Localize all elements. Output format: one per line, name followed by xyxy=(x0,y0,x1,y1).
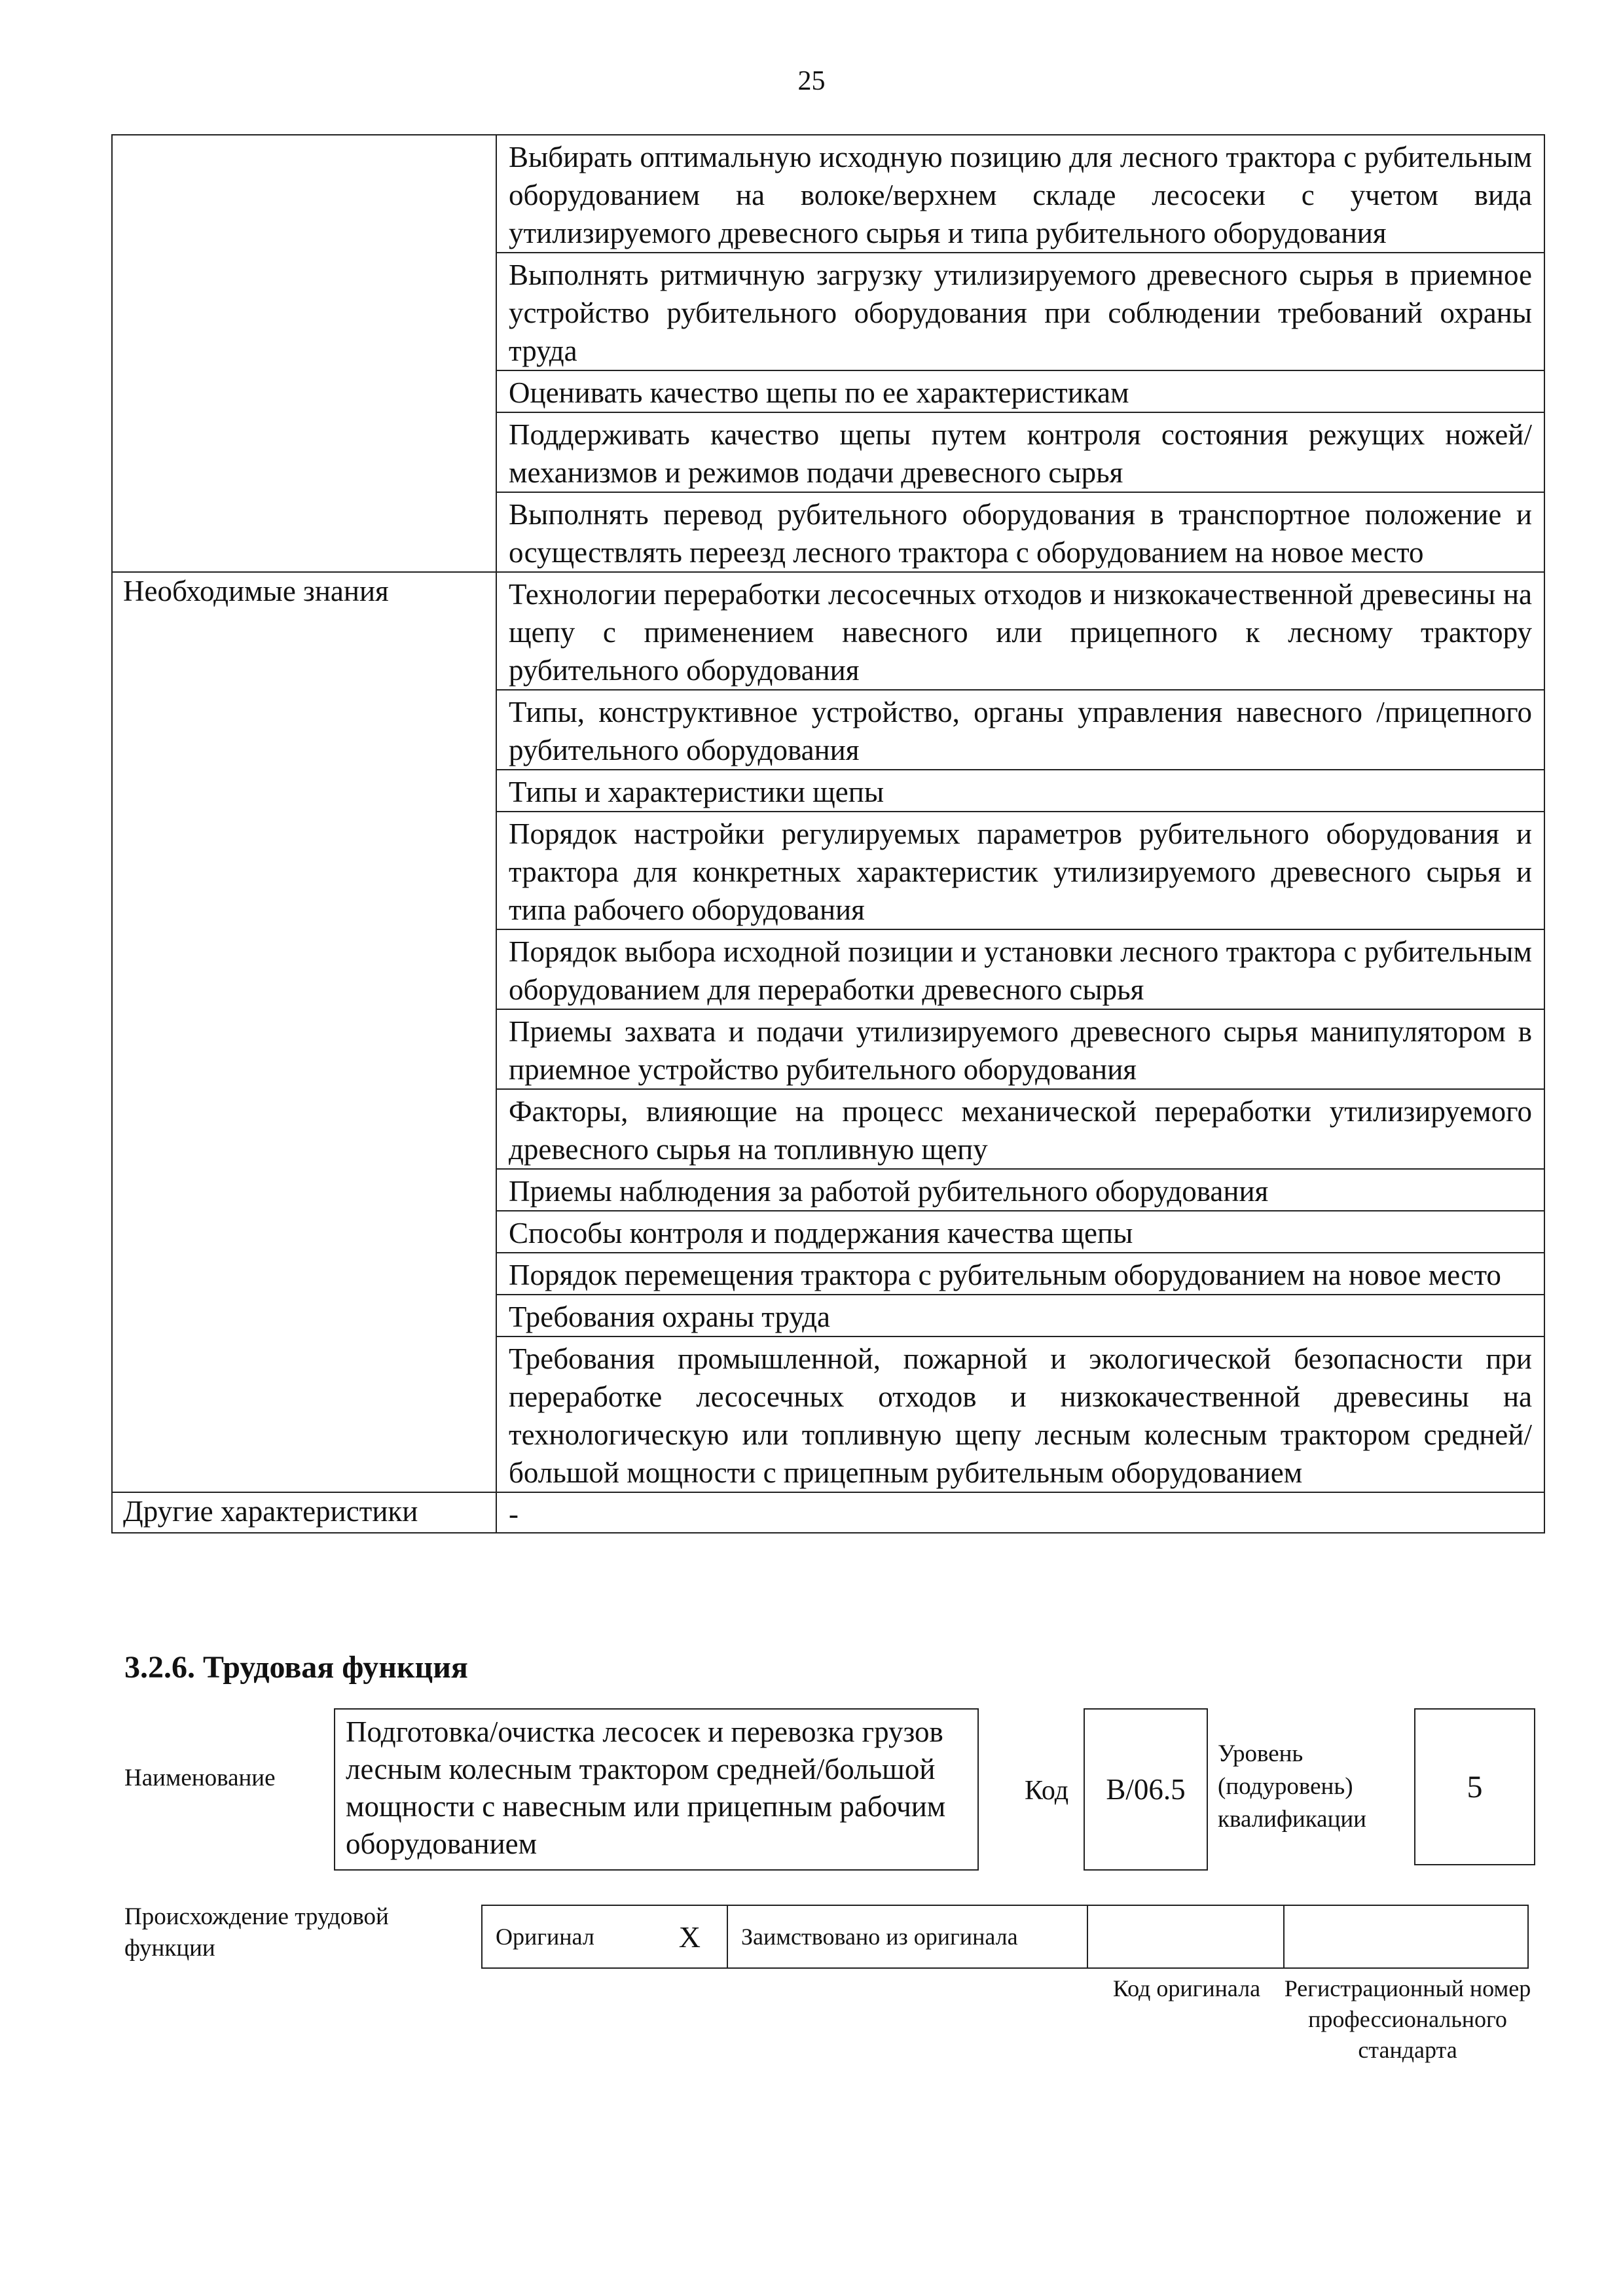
level-value: 5 xyxy=(1414,1708,1535,1865)
origin-borrowed-cell: Заимствовано из оригинала xyxy=(728,1906,1088,1967)
section-heading: 3.2.6. Трудовая функция xyxy=(124,1650,468,1685)
code-label: Код xyxy=(1025,1776,1069,1806)
knowledge-item: Приемы захвата и подачи утилизируемого древесного сырья манипулятором в приемное устройство рубительного оборудования xyxy=(496,1009,1544,1089)
page-number: 25 xyxy=(797,66,826,96)
knowledge-label: Необходимые знания xyxy=(112,572,496,1492)
name-label: Наименование xyxy=(124,1765,276,1791)
caption-code: Код оригинала xyxy=(1112,1975,1261,2001)
origin-reg-cell xyxy=(1285,1906,1527,1967)
knowledge-item: Технологии переработки лесосечных отходов и низкокачественной древесины на щепу с применением навесного или прицепного к лесному трактору рубительного оборудования xyxy=(496,572,1544,690)
knowledge-item: Требования охраны труда xyxy=(496,1295,1544,1336)
skill-item: Выполнять перевод рубительного оборудования в транспортное положение и осуществлять переезд лесного трактора с оборудованием на новое место xyxy=(496,492,1544,572)
knowledge-item: Порядок настройки регулируемых параметров рубительного оборудования и трактора для конкретных характеристик утилизируемого древесного сырья и типа рабочего оборудования xyxy=(496,812,1544,929)
label-cell-empty xyxy=(112,135,496,572)
origin-original-cell xyxy=(483,1906,728,1967)
skill-item: Оценивать качество щепы по ее характеристикам xyxy=(496,370,1544,412)
caption-reg: Регистрационный номер профессионального стандарта xyxy=(1284,1975,1531,2063)
knowledge-item: Типы, конструктивное устройство, органы управления навесного /прицепного рубительного оборудования xyxy=(496,690,1544,770)
skill-item: Выполнять ритмичную загрузку утилизируемого древесного сырья в приемное устройство рубительного оборудования при соблюдении требований охраны труда xyxy=(496,253,1544,370)
knowledge-item: Способы контроля и поддержания качества щепы xyxy=(496,1211,1544,1253)
skill-item: Выбирать оптимальную исходную позицию для лесного трактора с рубительным оборудованием на волоке/верхнем складе лесосеки с учетом вида утилизируемого древесного сырья и типа рубительного оборудования xyxy=(496,135,1544,253)
level-label: Уровень (подуровень) квалификации xyxy=(1218,1740,1366,1833)
origin-original-mark: X xyxy=(678,1920,701,1954)
other-characteristics-label: Другие характеристики xyxy=(112,1492,496,1533)
knowledge-item: Требования промышленной, пожарной и экологической безопасности при переработке лесосечных отходов и низкокачественной древесины на технологическую или топливную щепу лесным колесным трактором средней/большой мощности с прицепным рубительным оборудованием xyxy=(496,1336,1544,1492)
table-row xyxy=(112,572,1544,690)
skills-knowledge-table xyxy=(111,134,1545,1534)
knowledge-item: Порядок перемещения трактора с рубительным оборудованием на новое место xyxy=(496,1253,1544,1295)
knowledge-item: Факторы, влияющие на процесс механической переработки утилизируемого древесного сырья на топливную щепу xyxy=(496,1089,1544,1169)
code-value: B/06.5 xyxy=(1084,1708,1208,1871)
knowledge-item: Приемы наблюдения за работой рубительного оборудования xyxy=(496,1169,1544,1211)
origin-code-cell xyxy=(1088,1906,1285,1967)
origin-row xyxy=(481,1905,1529,1969)
knowledge-item: Порядок выбора исходной позиции и установки лесного трактора с рубительным оборудованием для переработки древесного сырья xyxy=(496,929,1544,1009)
skill-item: Поддерживать качество щепы путем контроля состояния режущих ножей/механизмов и режимов подачи древесного сырья xyxy=(496,412,1544,492)
table-row xyxy=(112,135,1544,253)
knowledge-item: Типы и характеристики щепы xyxy=(496,770,1544,812)
origin-label: Происхождение трудовой функции xyxy=(124,1903,389,1962)
origin-original-label: Оригинал xyxy=(496,1924,594,1950)
table-row xyxy=(112,1492,1544,1533)
name-value: Подготовка/очистка лесосек и перевозка грузов лесным колесным трактором средней/большой мощности с навесным или прицепным рабочим оборудованием xyxy=(334,1708,979,1871)
other-characteristics-value: - xyxy=(496,1492,1544,1533)
